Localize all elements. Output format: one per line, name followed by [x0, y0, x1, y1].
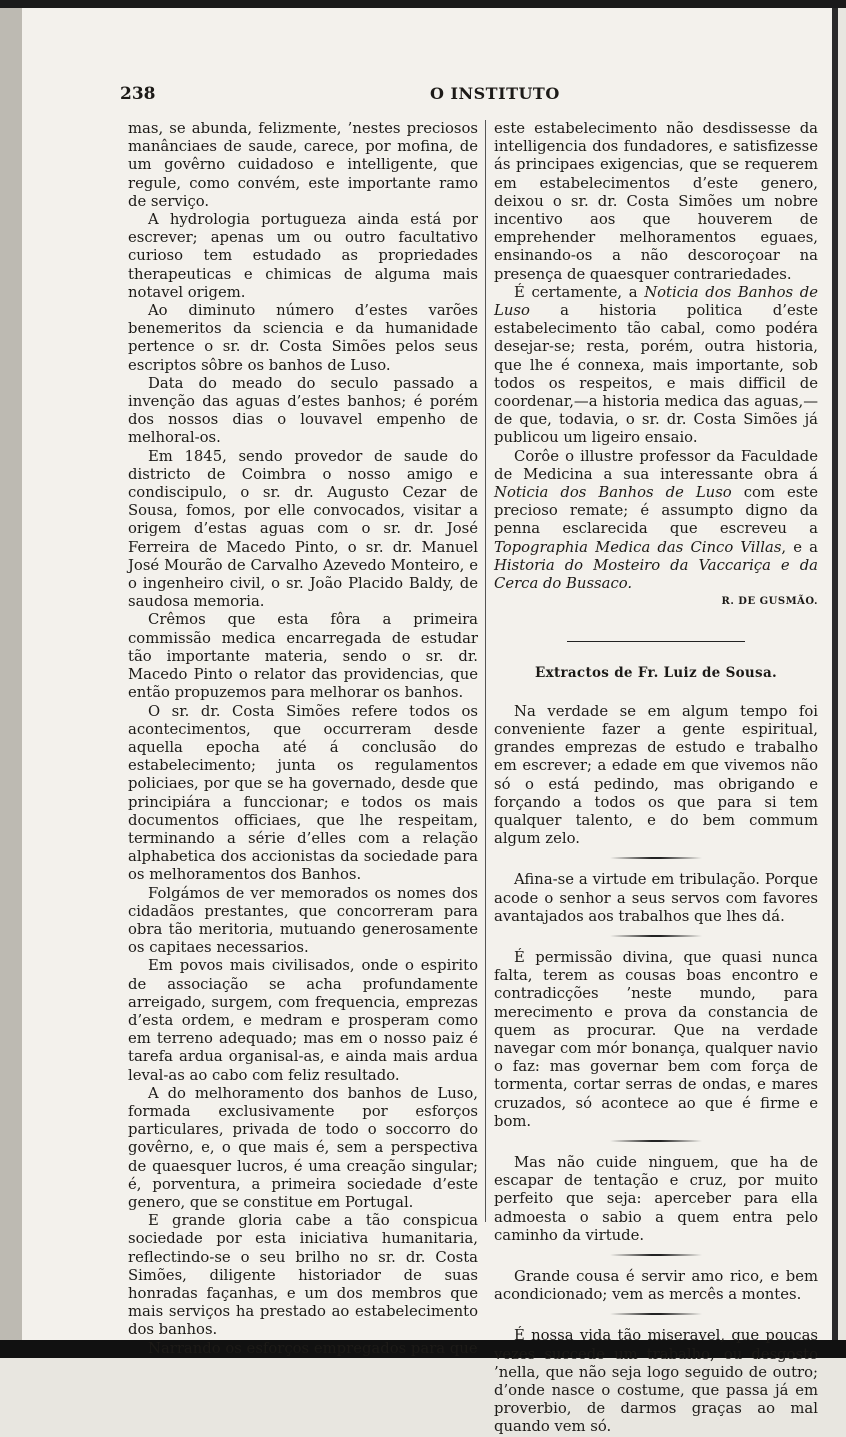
section-separator	[567, 641, 745, 642]
extract-paragraph: Afina-se a virtude em tribulação. Porque acode o senhor a seus servos com favores avantajados aos trabalhos que lhes dá.	[494, 871, 818, 925]
book-title: Noticia dos Banhos de Luso	[494, 283, 819, 320]
ornament-rule	[610, 857, 702, 859]
paragraph	[494, 448, 818, 594]
paragraph: Folgámos de ver memorados os nomes dos cidadãos prestantes, que concorreram para obra tão meritoria, mutuando generosamente os capitaes necessarios.	[128, 884, 478, 957]
book-title: Noticia dos Banhos de Luso	[494, 484, 732, 502]
paragraph: este estabelecimento não desdissesse da intelligencia dos fundadores, e satisfizesse ás principaes exigencias, que se requerem em estabelecimentos d’este genero, deixou o sr. dr. Costa Simões um nobre incentivo aos que houverem de emprehender melhoramentos eguaes, ensinando-os a não descoroçoar na presença de quaesquer contrariedades.	[494, 120, 818, 283]
extract-paragraph: Na verdade se em algum tempo foi conveniente fazer a gente espiritual, grandes emprezas de estudo e trabalho em escrever; a edade em que vivemos não só o está pedindo, mas obrigando e forçando a todos os que para si tem qualquer talento, e do bem commum algum zelo.	[494, 702, 818, 848]
paragraph: Crêmos que esta fôra a primeira commissão medica encarregada de estudar tão importante materia, sendo o sr. dr. Macedo Pinto o relator das providencias, que então propuzemos para melhorar os banhos.	[128, 611, 478, 702]
text-run: , e a	[781, 538, 818, 556]
scan-left-edge	[0, 0, 22, 1358]
section-heading: Extractos de Fr. Luiz de Sousa.	[535, 665, 777, 682]
ornament-rule	[610, 1313, 702, 1315]
ornament-rule	[610, 1254, 702, 1256]
author-signature: R. DE GUSMÃO.	[721, 596, 818, 608]
paragraph: A hydrologia portugueza ainda está por escrever; apenas um ou outro facultativo curioso tem estudado as propriedades therapeuticas e chimicas de alguma mais notavel origem.	[128, 211, 478, 301]
paragraph: Em 1845, sendo provedor de saude do districto de Coimbra o nosso amigo e condiscipulo, o sr. dr. Augusto Cezar de Sousa, fomos, por elle convocados, visitar a origem d’estas aguas com o sr. dr. José Ferreira de Macedo Pinto, o sr. dr. Manuel José Mourão de Carvalho Azevedo Monteiro, e o ingenheiro civil, o sr. João Placido Baldy, de saudosa memoria.	[128, 447, 478, 611]
ornament-rule	[610, 935, 702, 937]
page-number: 238	[120, 84, 156, 104]
running-title: O INSTITUTO	[430, 84, 560, 103]
extract-paragraph: É nossa vida tão miseravel, que poucas vezes succede um trabalho, ou desgosto ’nella, que não seja logo seguido de outro; d’onde nasce o costume, que passa já em proverbio, de darmos graças ao mal quando vem só.	[494, 1327, 818, 1436]
text-run: com este precioso remate; é assumpto digno da penna esclarecida que escreveu a	[494, 484, 819, 538]
paragraph: O sr. dr. Costa Simões refere todos os acontecimentos, que occurreram desde aquella epocha até á conclusão do estabelecimento; junta os regulamentos policiaes, por que se ha governado, desde que principiára a funccionar; e todos os mais documentos officiaes, que lhe respeitam, terminando a série d’elles com a relação alphabetica dos accionistas da sociedade para os melhoramentos dos Banhos.	[128, 702, 478, 884]
paragraph: A do melhoramento dos banhos de Luso, formada exclusivamente por esforços particulares, privada de todo o soccorro do govêrno, e, o que mais é, sem a perspectiva de quaesquer lucros, é uma creação singular; é, porventura, a primeira sociedade d’este genero, que se constitue em Portugal.	[128, 1084, 478, 1211]
paragraph: Data do meado do seculo passado a invenção das aguas d’estes banhos; é porém dos nossos dias o louvavel empenho de melhoral-os.	[128, 374, 478, 447]
ornament-rule	[610, 1140, 702, 1142]
extract-paragraph: É permissão divina, que quasi nunca falta, terem as cousas boas encontro e contradicções ’neste mundo, para merecimento e prova da constancia de quem as procurar. Que na verdade navegar com mór bonança, qualquer navio o faz: mas governar bem com força de tormenta, cortar serras de ondas, e mares cruzados, só acontece ao que é firme e bom.	[494, 948, 818, 1130]
paragraph: Ao diminuto número d’estes varões benemeritos da sciencia e da humanidade pertence o sr. dr. Costa Simões pelos seus escriptos sôbre os banhos de Luso.	[128, 302, 478, 374]
right-column	[494, 120, 818, 1437]
left-column	[128, 120, 478, 1358]
book-title: Historia do Mosteiro da Vaccariça e da Cerca do Bussaco.	[494, 556, 818, 593]
book-title: Topographia Medica das Cinco Villas	[494, 538, 782, 556]
scan-top-edge	[0, 0, 846, 8]
page-header	[120, 84, 820, 108]
column-divider	[485, 120, 486, 1222]
paragraph: Narrando os esforços empregados para que	[148, 1339, 478, 1357]
paragraph: E grande gloria cabe a tão conspicua sociedade por esta iniciativa humanitaria, reflectindo-se o seu brilho no sr. dr. Costa Simões, diligente historiador de suas honradas façanhas, e um dos membros que mais serviços ha prestado ao estabelecimento dos banhos.	[128, 1212, 478, 1339]
text-run: Corôe o illustre professor da Faculdade de Medicina a sua interessante obra á	[494, 447, 818, 483]
text-run: a historia politica d’este estabelecimento tão cabal, como podéra desejar-se; resta, porém, outra historia, que lhe é connexa, mais importante, sob todos os respeitos, e mais difficil de coordenar,—a historia medica das aguas,—de que, todavia, o sr. dr. Costa Simões já publicou um ligeiro ensaio.	[494, 302, 818, 447]
paragraph: mas, se abunda, felizmente, ’nestes preciosos manânciaes de saude, carece, por mofina, de um govêrno cuidadoso e intelligente, que regule, como convém, este importante ramo de serviço.	[128, 120, 478, 210]
paragraph	[494, 284, 818, 448]
text-run: É certamente, a	[514, 283, 645, 301]
paragraph: Em povos mais civilisados, onde o espirito de associação se acha profundamente arreigado, surgem, com frequencia, emprezas d’esta ordem, e medram e prosperam como em terreno adequado; mas em o nosso paiz é tarefa ardua organisal-as, e ainda mais ardua leval-as ao cabo com feliz resultado.	[128, 957, 478, 1084]
extract-paragraph: Mas não cuide ninguem, que ha de escapar de tentação e cruz, por muito perfeito que seja: aperceber para ella admoesta o sabio a quem entra pelo caminho da virtude.	[494, 1153, 818, 1244]
extract-paragraph: Grande cousa é servir amo rico, e bem acondicionado; vem as mercês a montes.	[494, 1267, 818, 1304]
